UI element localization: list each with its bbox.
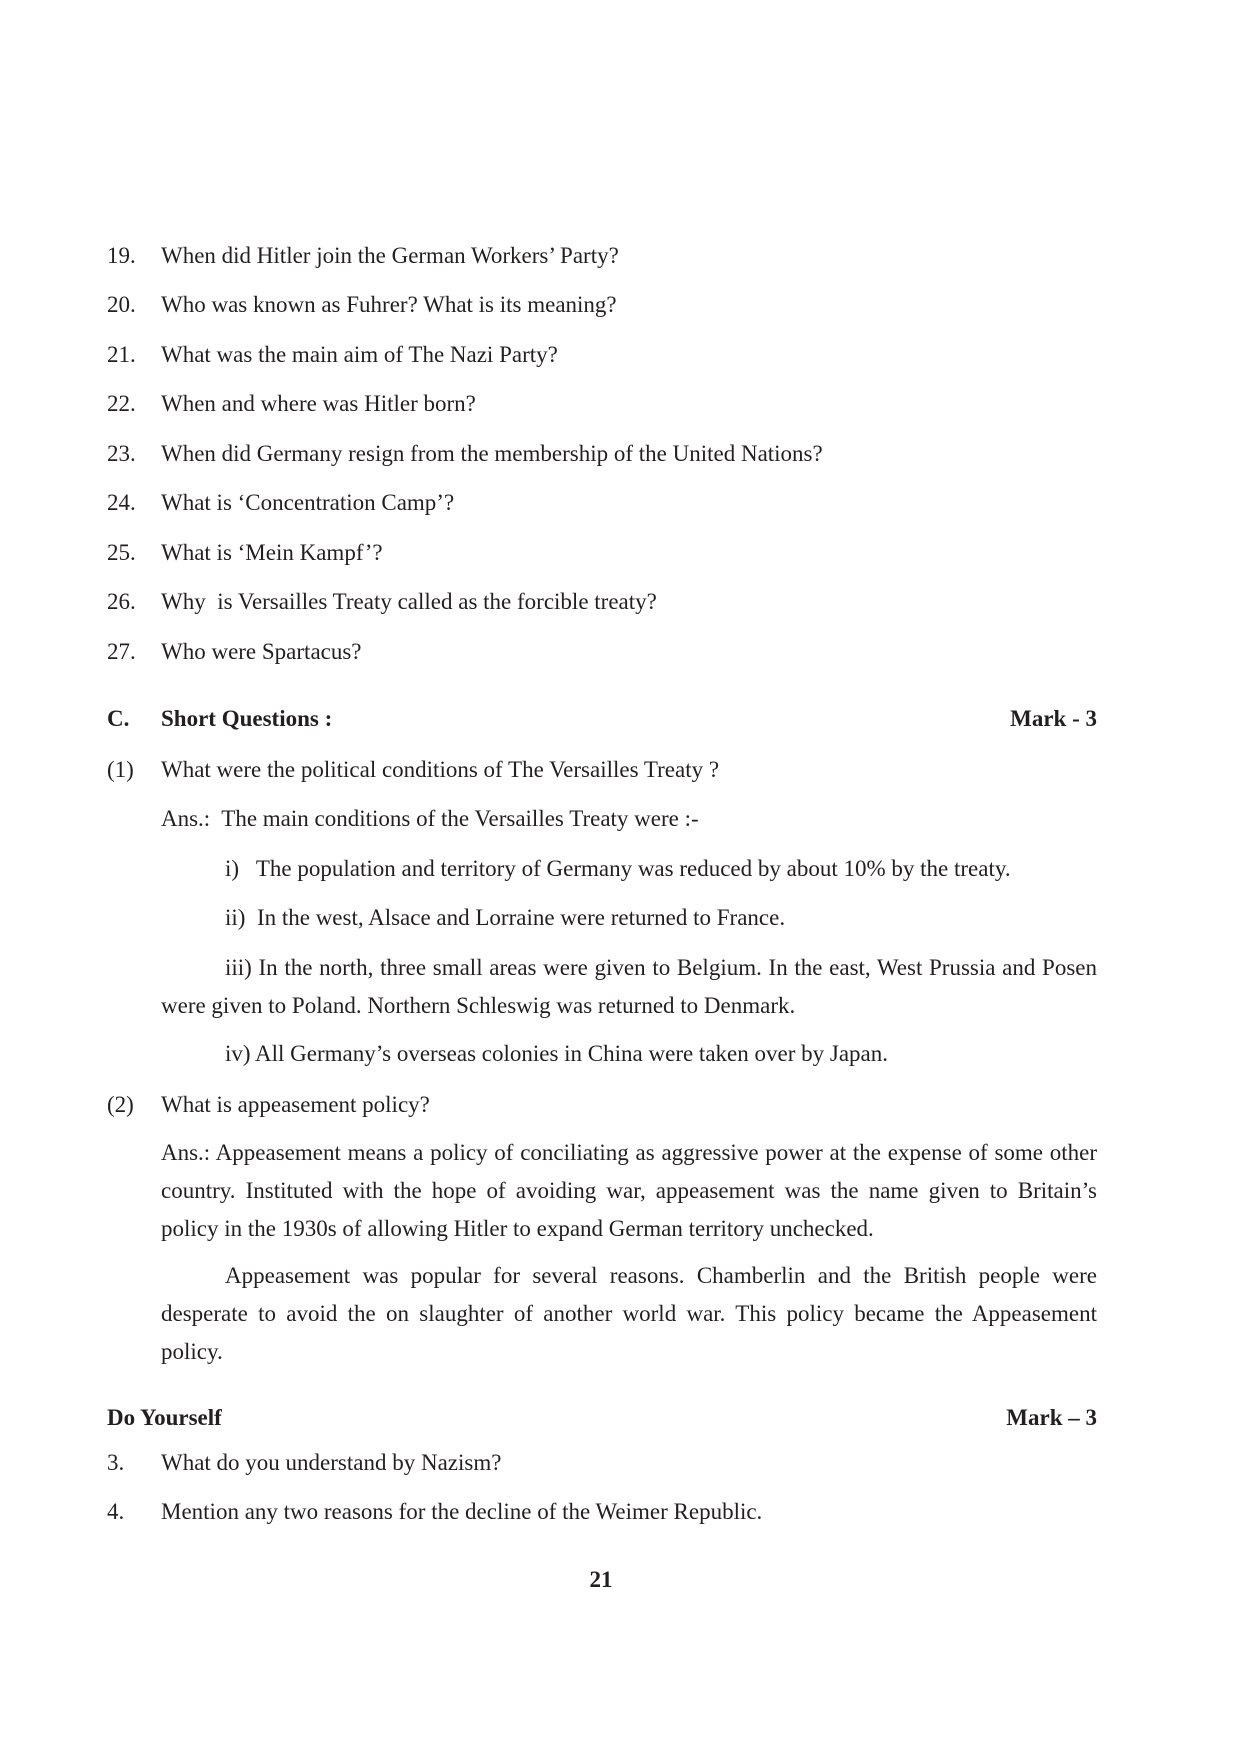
do-yourself-title: Do Yourself [107,1405,222,1430]
question-number: 25. [107,540,136,565]
answer-intro: Ans.: The main conditions of the Versailles Treaty were :- [161,806,699,831]
question-text: When and where was Hitler born? [161,391,476,416]
short-question-number: (2) [107,1092,134,1117]
answer-point: iv) All Germany’s overseas colonies in China were taken over by Japan. [225,1041,888,1066]
question-text: Who was known as Fuhrer? What is its meaning? [161,292,617,317]
section-mark: Mark - 3 [1010,706,1097,731]
page-number: 21 [589,1567,613,1592]
question-number: 19. [107,243,136,268]
question-number: 22. [107,391,136,416]
exercise-number: 3. [107,1450,125,1475]
question-number: 24. [107,490,136,515]
answer-point: i) The population and territory of Germany was reduced by about 10% by the treaty. [225,856,1011,881]
answer-point: iii) In the north, three small areas were given to Belgium. In the east, West Prussia and Posen were given to Poland. Northern Schleswig was returned to Denmark. [161,955,1097,1018]
do-yourself-mark: Mark – 3 [1006,1405,1097,1430]
short-question-text: What were the political conditions of The Versailles Treaty ? [161,757,720,782]
section-letter: C. [107,706,130,731]
exercise-text: Mention any two reasons for the decline of the Weimer Republic. [161,1499,763,1524]
question-text: Why is Versailles Treaty called as the forcible treaty? [161,589,657,614]
question-number: 20. [107,292,136,317]
question-number: 23. [107,441,136,466]
exercise-number: 4. [107,1499,125,1524]
question-text: Who were Spartacus? [161,639,362,664]
short-question-number: (1) [107,757,134,782]
question-number: 21. [107,342,136,367]
question-text: What is ‘Mein Kampf’? [161,540,383,565]
answer-point: ii) In the west, Alsace and Lorraine were returned to France. [225,905,786,930]
question-number: 26. [107,589,136,614]
question-text: What was the main aim of The Nazi Party? [161,342,558,367]
section-title: Short Questions : [161,706,333,731]
question-number: 27. [107,639,136,664]
question-text: When did Germany resign from the membership of the United Nations? [161,441,823,466]
answer-paragraph: Appeasement was popular for several reasons. Chamberlin and the British people were desperate to avoid the on slaughter of another world war. This policy became the Appeasement policy. [161,1263,1097,1364]
question-text: When did Hitler join the German Workers’ Party? [161,243,619,268]
question-text: What is ‘Concentration Camp’? [161,490,455,515]
short-question-text: What is appeasement policy? [161,1092,430,1117]
exercise-text: What do you understand by Nazism? [161,1450,502,1475]
answer-paragraph: Ans.: Appeasement means a policy of conciliating as aggressive power at the expense of some other country. Instituted with the hope of avoiding war, appeasement was the name given to Britain’s policy in the 1930s of allowing Hitler to expand German territory unchecked. [161,1140,1097,1241]
